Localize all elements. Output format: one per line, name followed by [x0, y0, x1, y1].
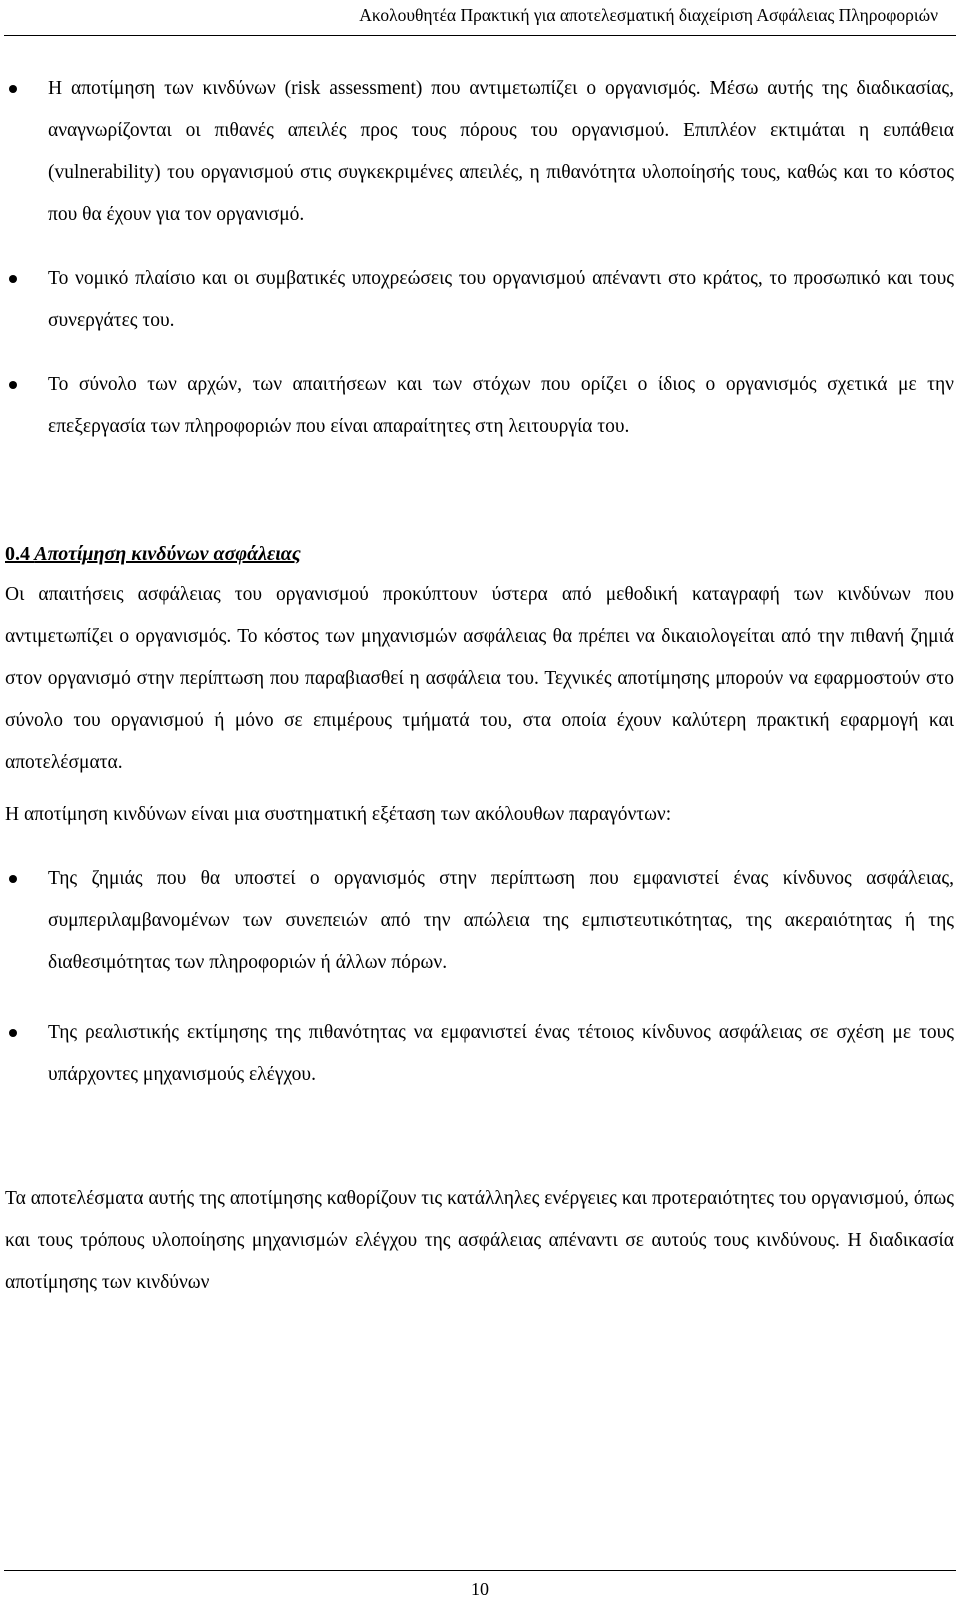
running-header-title: Ακολουθητέα Πρακτική για αποτελεσματική διαχείριση Ασφάλειας Πληροφοριών [359, 5, 938, 25]
bullet-icon [9, 381, 17, 389]
bullet-icon [9, 1029, 17, 1037]
section-heading [0, 534, 960, 574]
section-number: 0.4 [5, 543, 30, 565]
list-item [0, 364, 960, 448]
list-item-text: Της ζημιάς που θα υποστεί ο οργανισμός στην περίπτωση που εμφανιστεί ένας κίνδυνος ασφάλειας, συμπεριλαμβανομένων των συνεπειών από την απώλεια της εμπιστευτικότητας, της ακεραιότητας ή της διαθεσιμότητας των πληροφοριών ή άλλων πόρων. [48, 868, 954, 973]
list-item-text: Της ρεαλιστικής εκτίμησης της πιθανότητας να εμφανιστεί ένας τέτοιος κίνδυνος ασφάλειας σε σχέση με τους υπάρχοντες μηχανισμούς ελέγχου. [48, 1022, 954, 1085]
bullet-icon [9, 275, 17, 283]
footer-divider [4, 1570, 956, 1571]
page-body [0, 68, 960, 1304]
spacer [0, 236, 960, 258]
spacer [0, 448, 960, 534]
list-item [0, 258, 960, 342]
bullet-icon [9, 875, 17, 883]
spacer [0, 784, 960, 794]
list-item [0, 858, 960, 984]
requirements-source-list [0, 68, 960, 448]
body-paragraph: Η αποτίμηση κινδύνων είναι μια συστηματική εξέταση των ακόλουθων παραγόντων: [5, 804, 672, 825]
list-item [0, 1012, 960, 1096]
body-paragraph: Οι απαιτήσεις ασφάλειας του οργανισμού προκύπτουν ύστερα από μεθοδική καταγραφή των κινδύνων που αντιμετωπίζει ο οργανισμός. Το κόστος των μηχανισμών ασφάλειας θα πρέπει να δικαιολογείται από την πιθανή ζημιά στον οργανισμό στην περίπτωση που παραβιασθεί η ασφάλεια του. Τεχνικές αποτίμησης μπορούν να εφαρμοστούν στο σύνολο του οργανισμού ή μόνο σε επιμέρους τμήματά του, στα οποία έχουν καλύτερη πρακτική εφαρμογή και αποτελέσματα. [5, 584, 954, 773]
spacer [0, 984, 960, 1012]
closing-paragraph: Τα αποτελέσματα αυτής της αποτίμησης καθορίζουν τις κατάλληλες ενέργειες και προτεραιότητες του οργανισμού, όπως και τους τρόπους υλοποίησης μηχανισμών ελέγχου της ασφάλειας απέναντι σε αυτούς τους κινδύνους. Η διαδικασία αποτίμησης των κινδύνων [5, 1188, 954, 1293]
spacer [0, 342, 960, 364]
spacer [0, 1096, 960, 1178]
page-header [0, 0, 960, 52]
list-item-text: Το σύνολο των αρχών, των απαιτήσεων και των στόχων που ορίζει ο ίδιος ο οργανισμός σχετικά με την επεξεργασία των πληροφοριών που είναι απαραίτητες στη λειτουργία του. [48, 374, 954, 437]
spacer [0, 836, 960, 858]
section-title: Αποτίμηση κινδύνων ασφάλειας [34, 543, 301, 565]
page-footer [0, 1570, 960, 1613]
page-number: 10 [471, 1579, 489, 1599]
risk-factors-list [0, 858, 960, 1096]
list-item-text: Η αποτίμηση των κινδύνων (risk assessment) που αντιμετωπίζει ο οργανισμός. Μέσω αυτής της διαδικασίας, αναγνωρίζονται οι πιθανές απειλές προς τους πόρους του οργανισμού. Επιπλέον εκτιμάται η ευπάθεια (vulnerability) του οργανισμού στις συγκεκριμένες απειλές, η πιθανότητα υλοποίησής τους, καθώς και το κόστος που θα έχουν για τον οργανισμό. [48, 78, 954, 225]
bullet-icon [9, 85, 17, 93]
header-divider [4, 35, 956, 36]
list-item-text: Το νομικό πλαίσιο και οι συμβατικές υποχρεώσεις του οργανισμού απέναντι στο κράτος, το προσωπικό και τους συνεργάτες του. [48, 268, 954, 331]
list-item [0, 68, 960, 236]
